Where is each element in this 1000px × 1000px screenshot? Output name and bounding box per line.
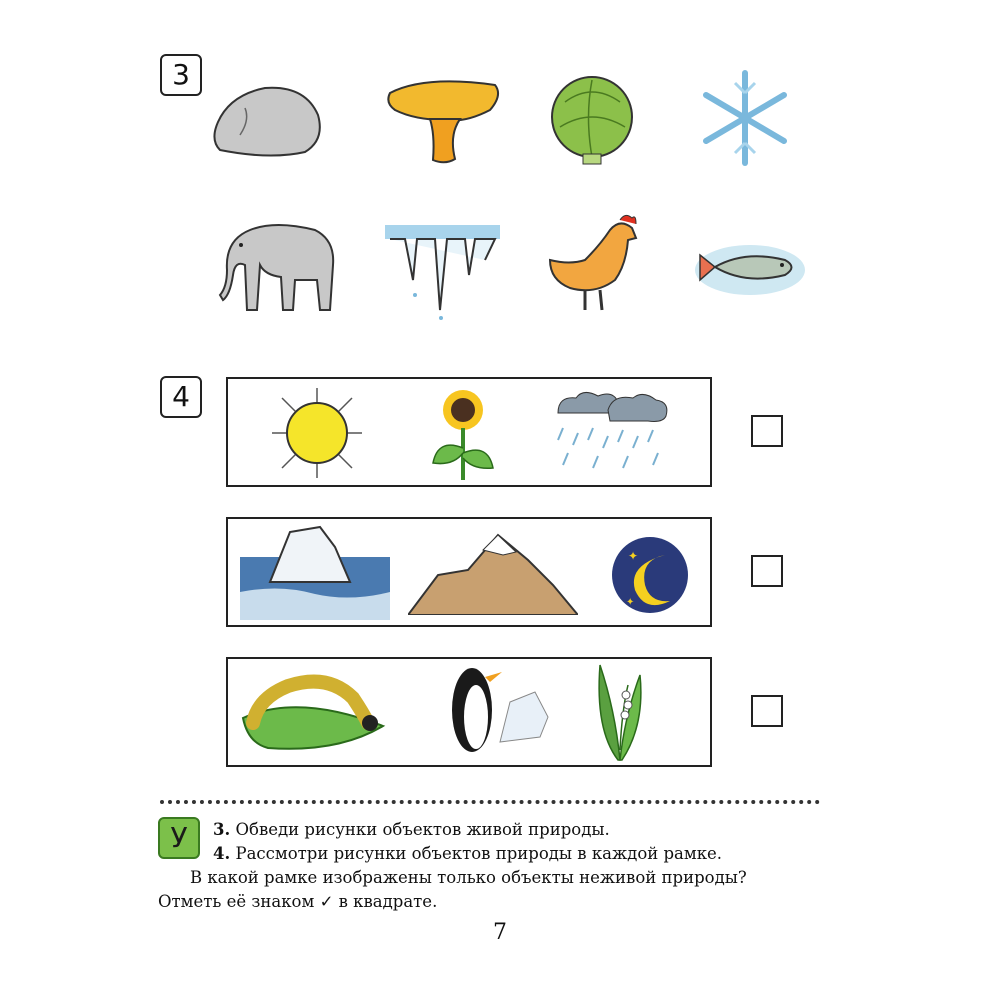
instruction-4-line-2: В какой рамке изображены только объекты неживой природы? — [190, 868, 747, 887]
frame-1-checkbox[interactable] — [751, 415, 783, 447]
sunflower-icon[interactable] — [428, 388, 498, 480]
mushroom-icon[interactable] — [385, 75, 505, 165]
mountains-icon[interactable] — [408, 530, 578, 615]
instruction-4-line-3-pre: Отметь её знаком — [158, 892, 315, 911]
stone-icon[interactable] — [210, 80, 325, 160]
caterpillar-on-leaf-icon[interactable] — [238, 668, 388, 758]
instruction-4-line-3-post: в квадрате. — [338, 892, 438, 911]
checkmark-icon: ✓ — [319, 892, 334, 911]
dotted-divider — [160, 800, 820, 804]
elephant-icon[interactable] — [215, 215, 340, 315]
instruction-4-line-3 — [158, 890, 437, 914]
frame-3-checkbox[interactable] — [751, 695, 783, 727]
penguin-icon[interactable] — [440, 662, 550, 757]
instruction-3-text: Обведи рисунки объектов живой природы. — [235, 820, 610, 839]
instruction-3 — [213, 818, 610, 842]
page-number: 7 — [493, 920, 507, 945]
exercise-4-number: 4 — [160, 376, 202, 418]
cabbage-icon[interactable] — [545, 72, 640, 167]
icicles-icon[interactable] — [385, 220, 500, 320]
fish-icon[interactable] — [690, 235, 805, 300]
rain-cloud-icon[interactable] — [548, 388, 673, 480]
hen-icon[interactable] — [540, 210, 645, 320]
instruction-4-number: 4. — [213, 844, 231, 863]
lily-of-the-valley-icon[interactable] — [590, 660, 650, 765]
svg-text:✦: ✦ — [628, 549, 639, 563]
instruction-4-text: Рассмотри рисунки объектов природы в каждой рамке. — [235, 844, 723, 863]
exercise-3-number: 3 — [160, 54, 202, 96]
instruction-4 — [213, 842, 722, 866]
sun-icon[interactable] — [262, 388, 372, 478]
moon-and-stars-icon[interactable] — [610, 535, 690, 615]
snowflake-icon[interactable] — [695, 68, 795, 168]
iceberg-icon[interactable] — [240, 522, 390, 620]
svg-text:✦: ✦ — [626, 597, 635, 608]
frame-2-checkbox[interactable] — [751, 555, 783, 587]
instruction-3-number: 3. — [213, 820, 231, 839]
teacher-badge: У — [158, 817, 200, 859]
